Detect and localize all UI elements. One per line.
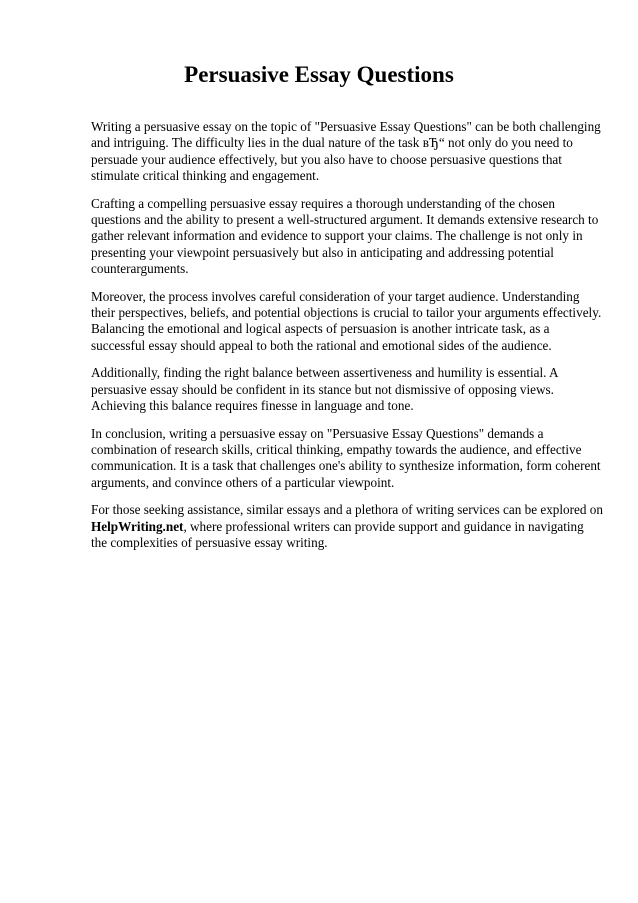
page-title: Persuasive Essay Questions [184, 62, 454, 87]
paragraph-crafting: Crafting a compelling persuasive essay requires a thorough understanding of the chosen questions and the ability to present a well-structured argument. It demands extensive research to gather relevant information and evidence to support your claims. The challenge is not only in presenting your viewpoint persuasively but also in anticipating and addressing potential counterarguments. [91, 195, 599, 277]
essay-body [91, 119, 603, 562]
closing-text-before: For those seeking assistance, similar essays and a plethora of writing services can be explored on [91, 502, 603, 518]
paragraph-audience: Moreover, the process involves careful consideration of your target audience. Understanding their perspectives, beliefs, and potential objections is crucial to tailor your arguments effectively. Balancing the emotional and logical aspects of persuasion is another intricate task, as a successful essay should appeal to both the rational and emotional sides of the audience. [91, 288, 602, 353]
paragraph-balance: Additionally, finding the right balance between assertiveness and humility is essential. A persuasive essay should be confident in its stance but not dismissive of opposing views. Achieving this balance requires finesse in language and tone. [91, 365, 558, 414]
paragraph-intro: Writing a persuasive essay on the topic of "Persuasive Essay Questions" can be both challenging and intriguing. The difficulty lies in the dual nature of the task вЂ“ not only do you need to persuade your audience effectively, but you also have to choose persuasive questions that stimulate critical thinking and engagement. [91, 119, 601, 184]
paragraph-closing [91, 502, 603, 551]
paragraph-conclusion: In conclusion, writing a persuasive essay on "Persuasive Essay Questions" demands a combination of research skills, critical thinking, empathy towards the audience, and effective communication. It is a task that challenges one's ability to synthesize information, form coherent arguments, and convince others of a particular viewpoint. [91, 425, 601, 490]
helpwriting-link[interactable]: HelpWriting.net [91, 518, 184, 534]
closing-text-after: , where professional writers can provide support and guidance in navigating the complexities of persuasive essay writing. [91, 518, 584, 550]
